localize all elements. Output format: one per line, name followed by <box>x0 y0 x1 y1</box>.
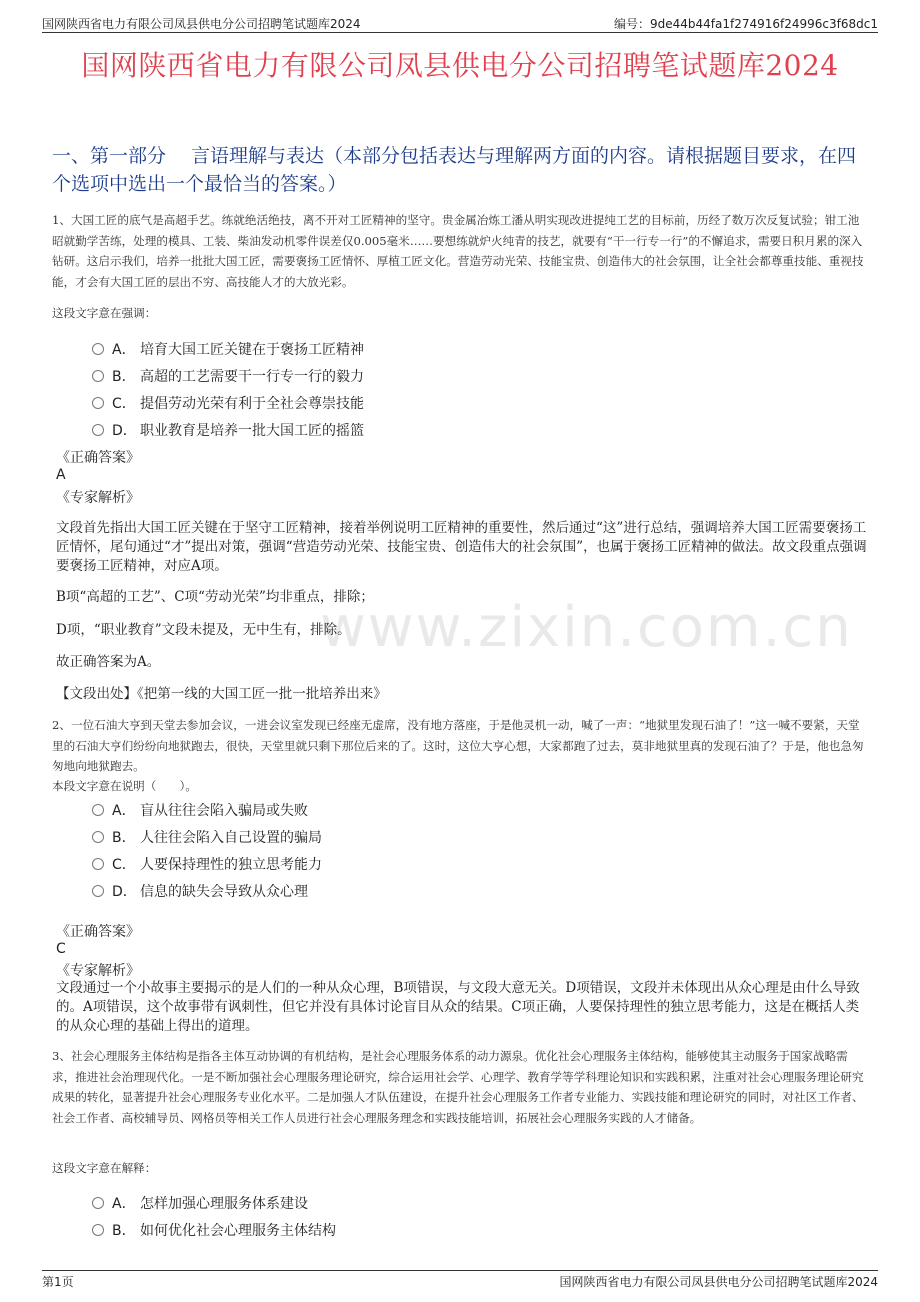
option-text: 人要保持理性的独立思考能力 <box>140 857 322 873</box>
question-3-option-a[interactable]: A． 怎样加强心理服务体系建设 <box>92 1193 308 1213</box>
question-2-option-c[interactable]: C． 人要保持理性的独立思考能力 <box>92 854 322 874</box>
option-text: 培育大国工匠关键在于褒扬工匠精神 <box>140 342 364 358</box>
radio-icon[interactable] <box>92 424 104 436</box>
analysis-paragraph: B项“高超的工艺”、C项“劳动光荣”均非重点，排除； <box>56 589 374 605</box>
page-title: 国网陕西省电力有限公司凤县供电分公司招聘笔试题库2024 <box>81 49 839 82</box>
option-text: 盲从往往会陷入骗局或失败 <box>140 803 308 819</box>
source-citation: 【文段出处】《把第一线的大国工匠一批一批培养出来》 <box>56 686 387 702</box>
question-2-text: 2、一位石油大亨到天堂去参加会议，一进会议室发现已经座无虚席，没有地方落座，于是他灵机一动，喊了一声：“地狱里发现石油了！”这一喊不要紧，天堂里的石油大亨们纷纷向地狱跑去，很快，天堂里就只剩下那位后来的了。这时，这位大亨心想，大家都跑了过去，莫非地狱里真的发现石油了？于是，他也急匆匆地向地狱跑去。 <box>52 718 864 773</box>
analysis-label: 《专家解析》 <box>56 490 140 506</box>
question-2-option-b[interactable]: B． 人往往会陷入自己设置的骗局 <box>92 827 322 847</box>
radio-icon[interactable] <box>92 397 104 409</box>
radio-icon[interactable] <box>92 1224 104 1236</box>
answer-label: 《正确答案》 <box>56 450 140 466</box>
question-2-option-a[interactable]: A． 盲从往往会陷入骗局或失败 <box>92 800 308 820</box>
question-1-option-c[interactable]: C． 提倡劳动光荣有利于全社会尊崇技能 <box>92 393 364 413</box>
section-heading: 一、第一部分 言语理解与表达（本部分包括表达与理解两方面的内容。请根据题目要求，在四个选项中选出一个最恰当的答案。） <box>52 145 857 195</box>
question-3-text: 3、社会心理服务主体结构是指各主体互动协调的有机结构，是社会心理服务体系的动力源泉。优化社会心理服务主体结构，能够使其主动服务于国家战略需求，推进社会治理现代化。一是不断加强社会心理服务理论研究，综合运用社会学、心理学、教育学等学科理论知识和实践积累，注重对社会心理服务理论研究成果的转化，显著提升社会心理服务专业化水平。二是加强人才队伍建设，在提升社会心理服务工作者专业能力、实践技能和理论研究的同时，对社区工作者、社会工作者、高校辅导员、网格员等相关工作人员进行社会心理服务理念和实践技能培训，拓展社会心理服务实践的人才储备。 <box>52 1049 864 1125</box>
question-2-prompt: 本段文字意在说明（ ）。 <box>52 779 197 793</box>
answer-value: A <box>56 467 66 483</box>
radio-icon[interactable] <box>92 885 104 897</box>
page-header <box>42 14 878 33</box>
page-number: 第1页 <box>42 1275 74 1289</box>
question-3-prompt: 这段文字意在解释： <box>52 1161 157 1175</box>
question-1-option-d[interactable]: D． 职业教育是培养一批大国工匠的摇篮 <box>92 420 364 440</box>
analysis-paragraph: D项，“职业教育”文段未提及，无中生有，排除。 <box>56 622 351 638</box>
option-text: 如何优化社会心理服务主体结构 <box>140 1223 336 1239</box>
header-doc-id: 编号：9de44b44fa1f274916f24996c3f68dc1 <box>613 17 878 31</box>
radio-icon[interactable] <box>92 343 104 355</box>
question-1-option-a[interactable]: A． 培育大国工匠关键在于褒扬工匠精神 <box>92 339 364 359</box>
question-1-text: 1、大国工匠的底气是高超手艺。练就绝活绝技，离不开对工匠精神的坚守。贵金属冶炼工潘从明实现改进提纯工艺的目标前，历经了数万次反复试验；钳工池昭就勤学苦练，处理的模具、工装、柴油发动机零件误差仅0.005毫米……要想练就炉火纯青的技艺，就要有“干一行专一行”的不懈追求，需要日积月累的深入钻研。这启示我们，培养一批批大国工匠，需要褒扬工匠情怀、厚植工匠文化。营造劳动光荣、技能宝贵、创造伟大的社会氛围，让全社会都尊重技能、重视技能，才会有大国工匠的层出不穷、高技能人才的大放光彩。 <box>52 213 864 289</box>
radio-icon[interactable] <box>92 831 104 843</box>
analysis-paragraph: 故正确答案为A。 <box>56 654 161 670</box>
footer-title: 国网陕西省电力有限公司凤县供电分公司招聘笔试题库2024 <box>559 1275 878 1289</box>
analysis-paragraph: 文段通过一个小故事主要揭示的是人们的一种从众心理，B项错误，与文段大意无关。D项错误，文段并未体现出从众心理是由什么导致的。A项错误，这个故事带有讽刺性，但它并没有具体讨论盲目从众的结果。C项正确，人要保持理性的独立思考能力，这是在概括人类的从众心理的基础上得出的道理。 <box>56 980 860 1034</box>
radio-icon[interactable] <box>92 370 104 382</box>
analysis-paragraph: 文段首先指出大国工匠关键在于坚守工匠精神，接着举例说明工匠精神的重要性，然后通过“这”进行总结，强调培养大国工匠需要褒扬工匠情怀，尾句通过“才”提出对策，强调“营造劳动光荣、技能宝贵、创造伟大的社会氛围”，也属于褒扬工匠精神的做法。故文段重点强调要褒扬工匠精神，对应A项。 <box>56 520 867 574</box>
option-text: 职业教育是培养一批大国工匠的摇篮 <box>140 423 364 439</box>
radio-icon[interactable] <box>92 1197 104 1209</box>
option-text: 提倡劳动光荣有利于全社会尊崇技能 <box>140 396 364 412</box>
question-1-option-b[interactable]: B． 高超的工艺需要干一行专一行的毅力 <box>92 366 364 386</box>
question-3-option-b[interactable]: B． 如何优化社会心理服务主体结构 <box>92 1220 336 1240</box>
option-text: 怎样加强心理服务体系建设 <box>140 1196 308 1212</box>
header-title: 国网陕西省电力有限公司凤县供电分公司招聘笔试题库2024 <box>42 17 361 31</box>
option-text: 高超的工艺需要干一行专一行的毅力 <box>140 369 364 385</box>
analysis-label: 《专家解析》 <box>56 963 140 979</box>
answer-value: C <box>56 941 66 957</box>
option-text: 信息的缺失会导致从众心理 <box>140 884 308 900</box>
answer-label: 《正确答案》 <box>56 924 140 940</box>
page-footer <box>42 1270 878 1289</box>
question-2-option-d[interactable]: D． 信息的缺失会导致从众心理 <box>92 881 308 901</box>
question-1-prompt: 这段文字意在强调： <box>52 306 157 320</box>
watermark: www.zixin.com.cn <box>320 595 853 660</box>
option-text: 人往往会陷入自己设置的骗局 <box>140 830 322 846</box>
radio-icon[interactable] <box>92 858 104 870</box>
radio-icon[interactable] <box>92 804 104 816</box>
